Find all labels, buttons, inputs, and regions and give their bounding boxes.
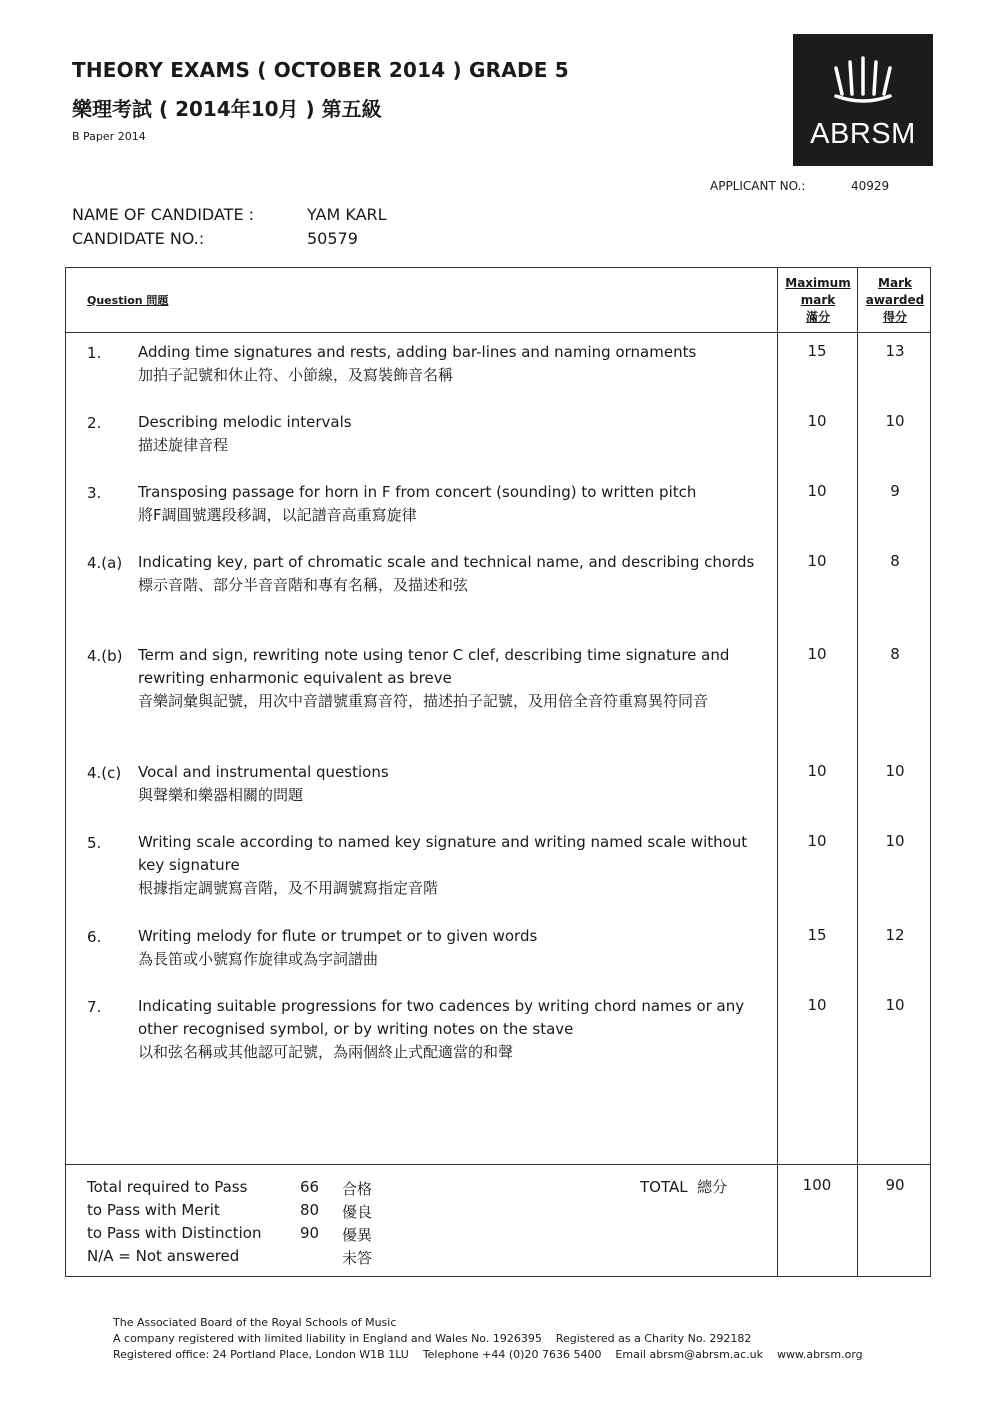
distinction-label: to Pass with Distinction (87, 1224, 262, 1242)
question-number: 4.(c) (87, 764, 122, 782)
question-description: Transposing passage for horn in F from concert (sounding) to written pitch 將F調圓號選段移調，以記譜音高重寫旋律 (138, 483, 697, 524)
not-answered-label: N/A = Not answered (87, 1247, 240, 1265)
candidate-name-label: NAME OF CANDIDATE : (72, 205, 255, 224)
candidate-name: YAM KARL (307, 205, 387, 224)
applicant-label: APPLICANT NO.: (710, 179, 806, 193)
max-mark: 15 (807, 926, 827, 944)
total-label: TOTAL 總分 (640, 1178, 728, 1196)
total-max-mark: 100 (802, 1176, 832, 1194)
question-description: Adding time signatures and rests, adding bar-lines and naming ornaments 加拍子記號和休止符、小節線，及寫裝飾音名稱 (138, 343, 697, 384)
pass-label: Total required to Pass (87, 1178, 248, 1196)
question-number: 6. (87, 928, 102, 946)
max-mark: 10 (807, 552, 827, 570)
question-number: 4.(a) (87, 554, 123, 572)
question-description: Indicating key, part of chromatic scale and technical name, and describing chords 標示音階、部分半音音階和專有名稱，及描述和弦 (138, 553, 755, 594)
question-number: 1. (87, 344, 102, 362)
max-mark: 15 (807, 342, 827, 360)
merit-value: 80 (300, 1201, 320, 1219)
distinction-value: 90 (300, 1224, 320, 1242)
mark-awarded: 8 (890, 645, 900, 663)
question-number: 5. (87, 834, 102, 852)
merit-label: to Pass with Merit (87, 1201, 220, 1219)
question-description: Describing melodic intervals 描述旋律音程 (138, 413, 352, 454)
max-mark: 10 (807, 482, 827, 500)
pass-value: 66 (300, 1178, 320, 1196)
question-description: Writing scale according to named key signature and writing named scale without key signature 根據指定調號寫音階，及不用調號寫指定音階 (138, 833, 748, 897)
logo-text: ABRSM (810, 118, 916, 150)
column-divider (857, 267, 858, 1277)
crown-icon (828, 54, 898, 112)
mark-awarded: 10 (885, 832, 905, 850)
applicant-number: 40929 (851, 179, 890, 193)
mark-awarded: 10 (885, 996, 905, 1014)
exam-title-chinese: 樂理考試 ( 2014年10月 ) 第五級 (72, 97, 382, 121)
max-mark: 10 (807, 762, 827, 780)
question-number: 3. (87, 484, 102, 502)
question-description: Vocal and instrumental questions 與聲樂和樂器相關的問題 (138, 763, 389, 804)
mark-awarded: 12 (885, 926, 905, 944)
question-number: 4.(b) (87, 647, 123, 665)
pass-label-chinese: 合格 (342, 1180, 373, 1198)
mark-awarded: 10 (885, 412, 905, 430)
question-description: Indicating suitable progressions for two cadences by writing chord names or any other recognised symbol, or by writing notes on the stave 以和弦名稱或其他認可記號，為兩個終止式配適當的和聲 (138, 997, 745, 1061)
candidate-number: 50579 (307, 229, 358, 248)
mark-awarded: 8 (890, 552, 900, 570)
not-answered-label-chinese: 未答 (342, 1249, 373, 1267)
total-divider (65, 1164, 931, 1165)
question-description: Writing melody for flute or trumpet or to given words 為長笛或小號寫作旋律或為字詞譜曲 (138, 927, 538, 968)
question-description: Term and sign, rewriting note using tenor C clef, describing time signature and rewriting enharmonic equivalent as breve 音樂詞彙與記號，用次中音譜號重寫音符，描述拍子記號，及用倍全音符重寫異符同音 (138, 646, 730, 710)
column-divider (777, 267, 778, 1277)
exam-title: THEORY EXAMS ( OCTOBER 2014 ) GRADE 5 (72, 58, 569, 82)
paper-label: B Paper 2014 (72, 130, 146, 143)
merit-label-chinese: 優良 (342, 1203, 373, 1221)
max-mark: 10 (807, 645, 827, 663)
candidate-no-label: CANDIDATE NO.: (72, 229, 205, 248)
footer-org-name: The Associated Board of the Royal Schools of Music (113, 1316, 397, 1329)
footer-contact: Registered office: 24 Portland Place, London W1B 1LU Telephone +44 (0)20 7636 5400 Email abrsm@abrsm.ac.uk www.abrsm.org (113, 1348, 863, 1361)
max-mark: 10 (807, 996, 827, 1014)
mark-awarded: 13 (885, 342, 905, 360)
max-mark-header: Maximum mark 滿分 (785, 276, 851, 324)
max-mark: 10 (807, 832, 827, 850)
mark-awarded: 9 (890, 482, 900, 500)
abrsm-logo (793, 34, 933, 166)
mark-awarded: 10 (885, 762, 905, 780)
distinction-label-chinese: 優異 (342, 1226, 373, 1244)
question-number: 7. (87, 998, 102, 1016)
mark-awarded-header: Mark awarded 得分 (865, 276, 925, 324)
max-mark: 10 (807, 412, 827, 430)
header-divider (65, 332, 931, 333)
question-column-header: Question 問題 (87, 294, 169, 307)
footer-registration: A company registered with limited liability in England and Wales No. 1926395 Registered as a Charity No. 292182 (113, 1332, 752, 1345)
question-number: 2. (87, 414, 102, 432)
total-mark-awarded: 90 (885, 1176, 905, 1194)
